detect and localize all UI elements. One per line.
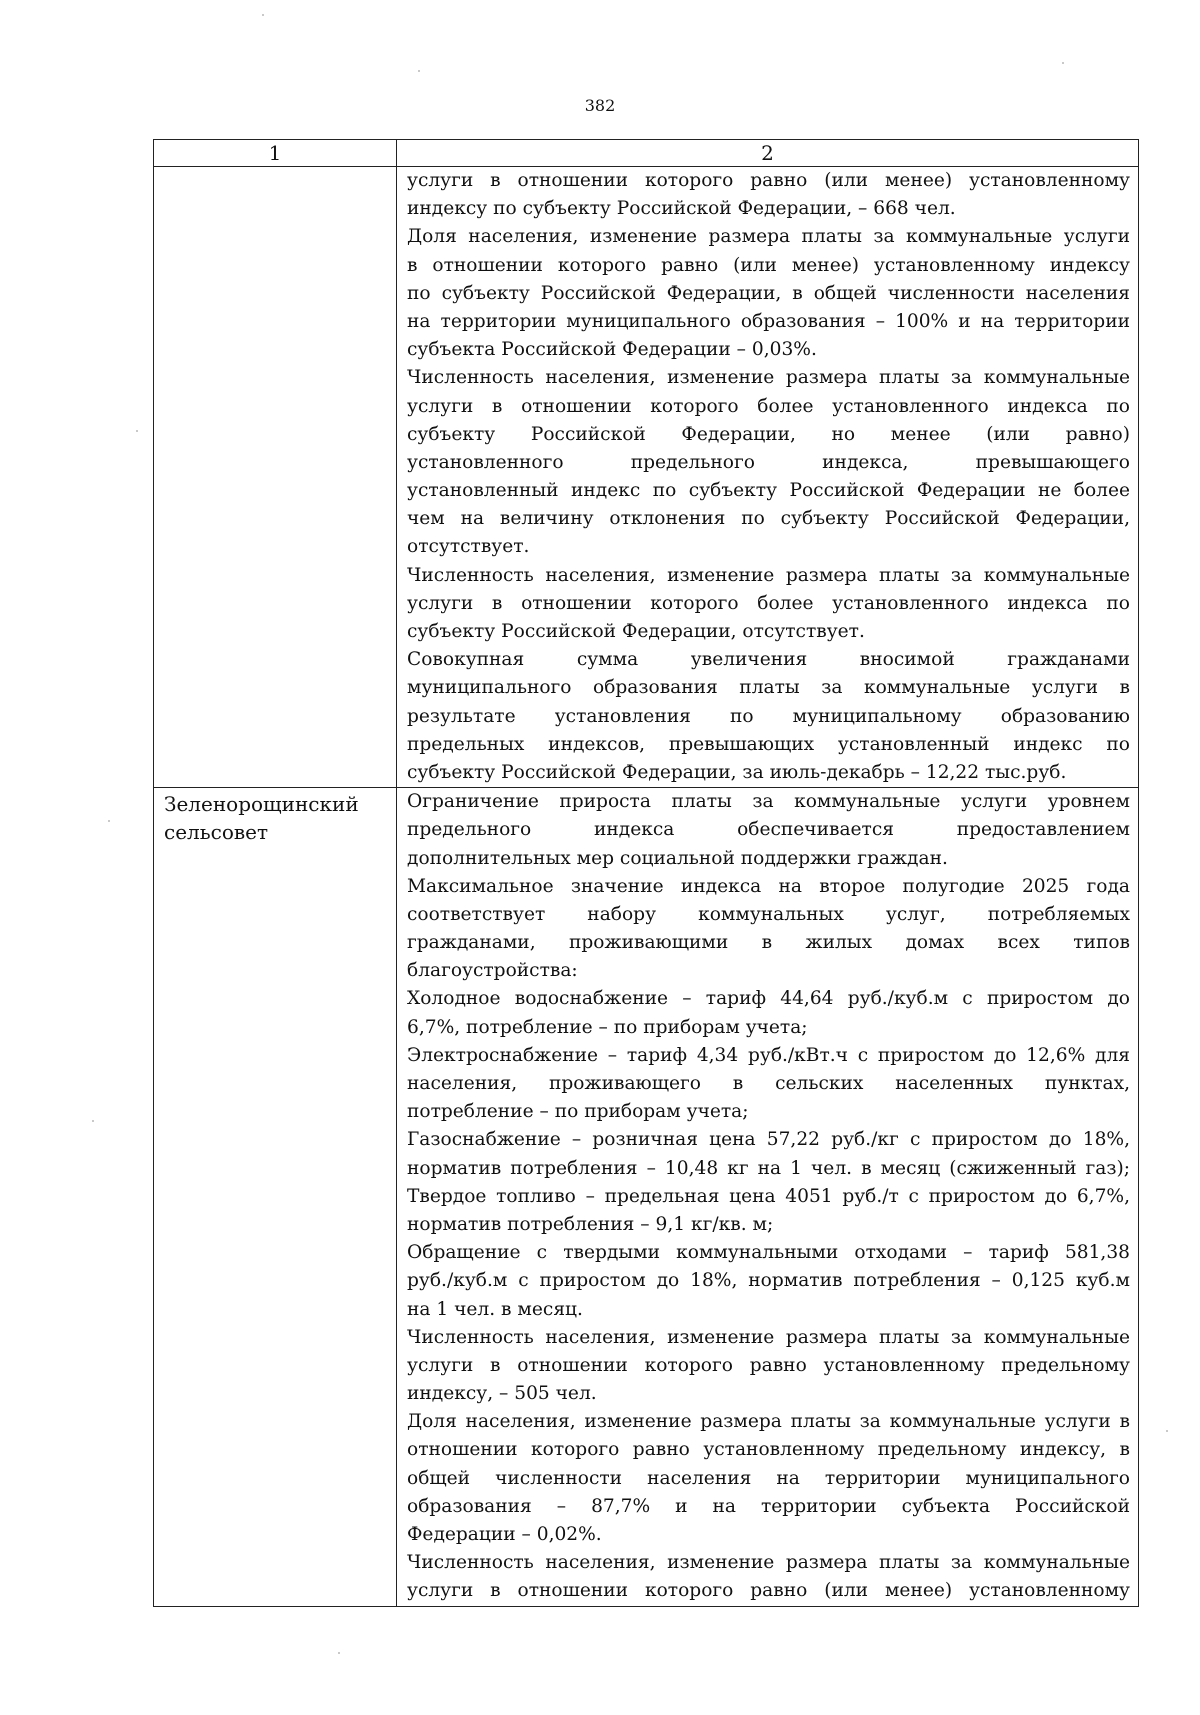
- text-line: Численность населения, изменение размера платы за коммунальные: [407, 367, 1130, 389]
- scan-speck: [136, 430, 138, 432]
- text-line: услуги в отношении которого более установленного индекса по: [407, 395, 1130, 417]
- text-line: установленный индекс по субъекту Российской Федерации не более: [407, 480, 1130, 502]
- text-line: Холодное водоснабжение – тариф 44,64 руб./куб.м с приростом до: [407, 988, 1130, 1010]
- text-line: услуги в отношении которого более установленного индекса по: [407, 592, 1130, 614]
- text-line: на 1 чел. в месяц.: [407, 1298, 583, 1320]
- text-line: соответствует набору коммунальных услуг, потребляемых: [407, 903, 1130, 925]
- text-line: субъекта Российской Федерации – 0,03%.: [407, 339, 817, 361]
- description-cell: [397, 788, 1139, 1606]
- description-cell: [397, 167, 1139, 788]
- table-header-cell-2: 2: [397, 140, 1139, 167]
- text-line: услуги в отношении которого равно (или менее) установленному: [407, 1580, 1130, 1602]
- text-line: субъекту Российской Федерации, но менее (или равно): [407, 423, 1130, 445]
- text-line: результате установления по муниципальному образованию: [407, 705, 1130, 727]
- text-line: благоустройства:: [407, 960, 578, 982]
- text-line: услуги в отношении которого равно (или менее) установленному: [407, 170, 1130, 191]
- scan-speck: [338, 1652, 340, 1654]
- scan-speck: [1166, 1430, 1168, 1432]
- municipality-cell: [154, 788, 397, 1606]
- table-header-row: [154, 140, 1139, 167]
- text-line: образования – 87,7% и на территории субъекта Российской: [407, 1495, 1130, 1517]
- table-row: [154, 167, 1139, 788]
- text-line: норматив потребления – 9,1 кг/кв. м;: [407, 1213, 774, 1235]
- text-line: 6,7%, потребление – по приборам учета;: [407, 1016, 808, 1038]
- text-line: дополнительных мер социальной поддержки граждан.: [407, 847, 948, 869]
- text-line: Совокупная сумма увеличения вносимой гражданами: [407, 649, 1130, 671]
- scan-speck: [418, 70, 420, 72]
- page-number: 382: [584, 96, 616, 115]
- text-line: отсутствует.: [407, 536, 530, 558]
- text-line: Электроснабжение – тариф 4,34 руб./кВт.ч с приростом до 12,6% для: [407, 1044, 1130, 1066]
- text-line: Численность населения, изменение размера платы за коммунальные: [407, 564, 1130, 586]
- text-line: Численность населения, изменение размера платы за коммунальные: [407, 1552, 1130, 1574]
- text-line: норматив потребления – 10,48 кг на 1 чел. в месяц (сжиженный газ);: [407, 1157, 1130, 1179]
- text-line: населения, проживающего в сельских населенных пунктах,: [407, 1073, 1130, 1094]
- text-line: чем на величину отклонения по субъекту Российской Федерации,: [407, 508, 1130, 530]
- text-line: предельного индекса обеспечивается предоставлением: [407, 819, 1130, 841]
- text-line: Твердое топливо – предельная цена 4051 руб./т с приростом до 6,7%,: [407, 1185, 1130, 1207]
- scan-speck: [108, 820, 110, 822]
- document-table: [153, 139, 1139, 1607]
- text-line: Федерации – 0,02%.: [407, 1524, 602, 1545]
- text-line: Доля населения, изменение размера платы за коммунальные услуги: [407, 226, 1130, 248]
- text-line: субъекту Российской Федерации, за июль-декабрь – 12,22 тыс.руб.: [407, 761, 1067, 783]
- scan-speck: [262, 14, 264, 16]
- text-line: потребление – по приборам учета;: [407, 1101, 749, 1123]
- text-line: предельных индексов, превышающих установленный индекс по: [407, 733, 1130, 755]
- scan-speck: [1062, 62, 1064, 64]
- text-line: Численность населения, изменение размера платы за коммунальные: [407, 1326, 1130, 1348]
- text-line: гражданами, проживающими в жилых домах всех типов: [407, 932, 1130, 954]
- text-line: Максимальное значение индекса на второе полугодие 2025 года: [407, 875, 1130, 897]
- text-line: индексу по субъекту Российской Федерации, – 668 чел.: [407, 198, 956, 220]
- municipality-name-line: сельсовет: [164, 820, 269, 845]
- text-line: по субъекту Российской Федерации, в общей численности населения: [407, 282, 1130, 304]
- text-line: установленного предельного индекса, превышающего: [407, 451, 1130, 473]
- text-line: общей численности населения на территории муниципального: [407, 1467, 1130, 1489]
- text-line: Газоснабжение – розничная цена 57,22 руб./кг с приростом до 18%,: [407, 1129, 1130, 1151]
- scan-speck: [92, 1120, 94, 1122]
- text-line: Ограничение прироста платы за коммунальные услуги уровнем: [407, 791, 1130, 813]
- text-line: услуги в отношении которого равно установленному предельному: [407, 1354, 1130, 1376]
- text-line: Обращение с твердыми коммунальными отходами – тариф 581,38: [407, 1242, 1130, 1264]
- text-line: субъекту Российской Федерации, отсутствует.: [407, 621, 865, 642]
- text-line: на территории муниципального образования – 100% и на территории: [407, 310, 1130, 332]
- text-line: в отношении которого равно (или менее) установленному индексу: [407, 254, 1130, 276]
- municipality-cell: [154, 167, 397, 788]
- table-row: [154, 788, 1139, 1606]
- text-line: отношении которого равно установленному предельному индексу, в: [407, 1439, 1130, 1461]
- text-line: руб./куб.м с приростом до 18%, норматив потребления – 0,125 куб.м: [407, 1270, 1130, 1292]
- text-line: муниципального образования платы за коммунальные услуги в: [407, 677, 1130, 699]
- municipality-name-line: Зеленорощинский: [164, 792, 359, 817]
- text-line: Доля населения, изменение размера платы за коммунальные услуги в: [407, 1411, 1130, 1433]
- text-line: индексу, – 505 чел.: [407, 1383, 597, 1405]
- table-header-cell-1: 1: [154, 140, 397, 167]
